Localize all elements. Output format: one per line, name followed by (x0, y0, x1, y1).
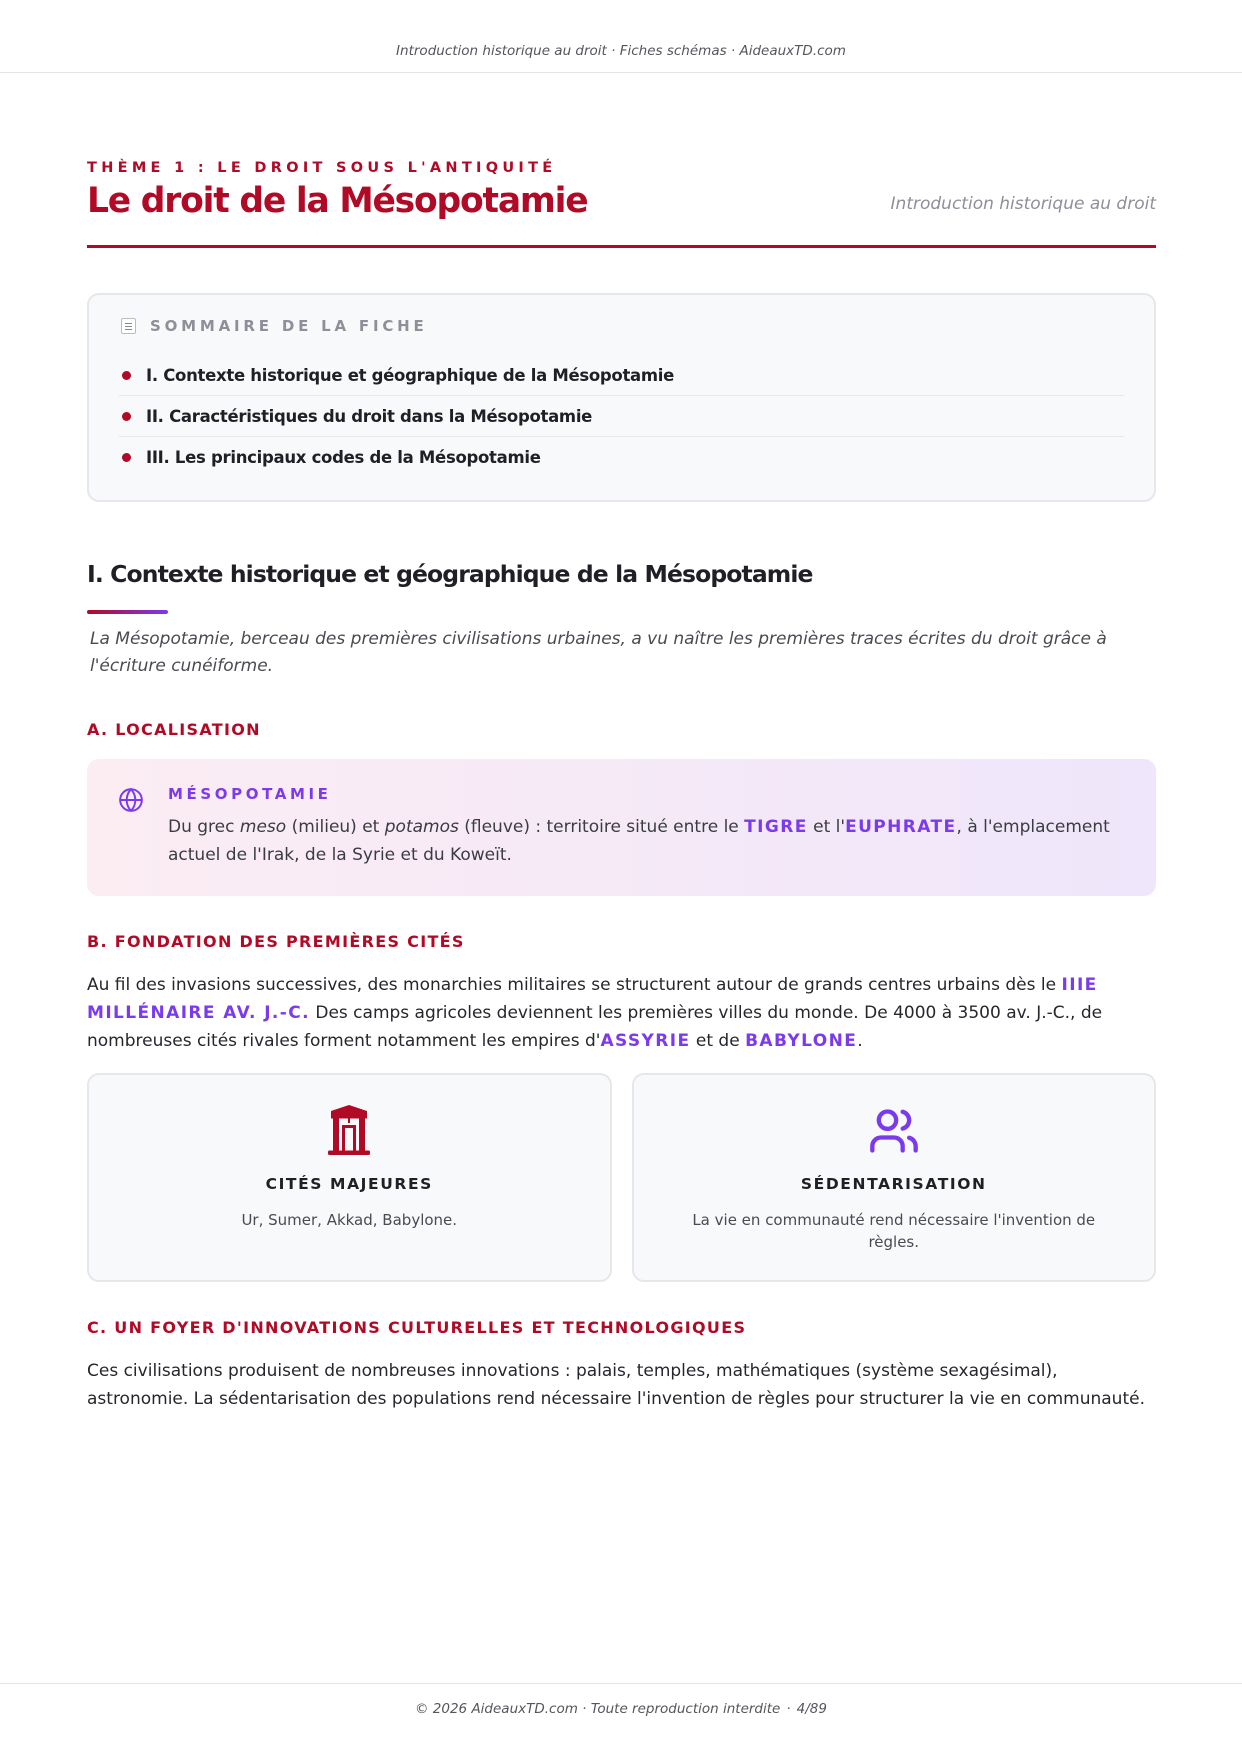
running-header: Introduction historique au droit · Fiches schémas · AideauxTD.com (0, 0, 1242, 73)
text-run: . (857, 1031, 863, 1051)
section-lead: La Mésopotamie, berceau des premières civilisations urbaines, a vu naître les premières traces écrites du droit grâce à l'écriture cunéiforme. (90, 629, 1107, 676)
text-run: (milieu) et (286, 817, 385, 837)
toc-heading-label: SOMMAIRE DE LA FICHE (150, 317, 428, 335)
footer-copyright: © 2026 AideauxTD.com · Toute reproduction interdite (415, 1701, 781, 1717)
toc-item-label: I. Contexte historique et géographique de la Mésopotamie (146, 365, 675, 385)
page-content (87, 160, 1156, 1413)
subsection-b-text (87, 971, 1156, 1055)
title-row (87, 181, 1156, 248)
keyword: ASSYRIE (600, 1031, 691, 1051)
card-title: SÉDENTARISATION (800, 1175, 987, 1193)
bullet-dot-icon (122, 453, 131, 462)
page-title: Le droit de la Mésopotamie (87, 181, 588, 221)
building-icon (323, 1105, 375, 1157)
emphasis: potamos (384, 817, 459, 837)
keyword: TIGRE (744, 817, 808, 837)
card-title: CITÉS MAJEURES (265, 1175, 433, 1193)
page-subtitle: Introduction historique au droit (890, 194, 1156, 214)
text-run: , à l'emplacement actuel de l'Irak, de la Syrie et du Koweït. (168, 817, 1110, 865)
keyword: BABYLONE (745, 1031, 858, 1051)
text-run: et de (690, 1031, 746, 1051)
keyword: IIIE MILLÉNAIRE AV. J.-C. (87, 975, 1098, 1023)
emphasis: meso (239, 817, 287, 837)
toc-heading (121, 317, 1124, 335)
toc-item[interactable] (119, 355, 1124, 396)
toc-item[interactable] (119, 396, 1124, 437)
page-number: 4/89 (796, 1701, 827, 1717)
globe-icon (118, 787, 144, 813)
subsection-c-heading: C. UN FOYER D'INNOVATIONS CULTURELLES ET TECHNOLOGIQUES (87, 1318, 747, 1337)
card-text: La vie en communauté rend nécessaire l'invention de règles. (692, 1211, 1096, 1251)
definition-callout (87, 759, 1156, 896)
toc-list (119, 355, 1124, 478)
callout-text (168, 813, 1126, 869)
bullet-dot-icon (122, 412, 131, 421)
toc-item-label: II. Caractéristiques du droit dans la Mésopotamie (146, 406, 593, 426)
text-run: et l' (807, 817, 846, 837)
text-run: (fleuve) : territoire situé entre le (458, 817, 745, 837)
toc-item-label: III. Les principaux codes de la Mésopotamie (146, 448, 541, 467)
info-cards (87, 1073, 1156, 1282)
info-card (87, 1073, 612, 1282)
subsection-a-heading: A. LOCALISATION (87, 720, 261, 739)
footer-separator: · (786, 1701, 791, 1717)
card-text: Ur, Sumer, Akkad, Babylone. (241, 1211, 458, 1229)
callout-title: MÉSOPOTAMIE (168, 785, 332, 803)
section-title-underline (87, 610, 168, 614)
text-run: Du grec (168, 817, 240, 837)
bookmark-tabs-icon (121, 318, 136, 334)
table-of-contents (87, 293, 1156, 502)
text-run: Des camps agricoles deviennent les premières villes du monde. De 4000 à 3500 av. J.-C., de nombreuses cités rivales forment notamment les empires d' (87, 1003, 1103, 1051)
toc-item[interactable] (119, 437, 1124, 478)
bullet-dot-icon (122, 371, 131, 380)
theme-eyebrow: THÈME 1 : LE DROIT SOUS L'ANTIQUITÉ (87, 160, 557, 176)
running-footer (0, 1683, 1242, 1717)
keyword: EUPHRATE (845, 817, 957, 837)
text-run: Au fil des invasions successives, des monarchies militaires se structurent autour de grands centres urbains dès le (87, 975, 1062, 995)
info-card (632, 1073, 1157, 1282)
subsection-c-text: Ces civilisations produisent de nombreuses innovations : palais, temples, mathématiques (système sexagésimal), astronomie. La sédentarisation des populations rend nécessaire l'invention de règles pour structurer la vie en communauté. (87, 1361, 1145, 1409)
section-title: I. Contexte historique et géographique de la Mésopotamie (87, 560, 813, 588)
subsection-b-heading: B. FONDATION DES PREMIÈRES CITÉS (87, 932, 465, 951)
users-icon (868, 1105, 920, 1157)
